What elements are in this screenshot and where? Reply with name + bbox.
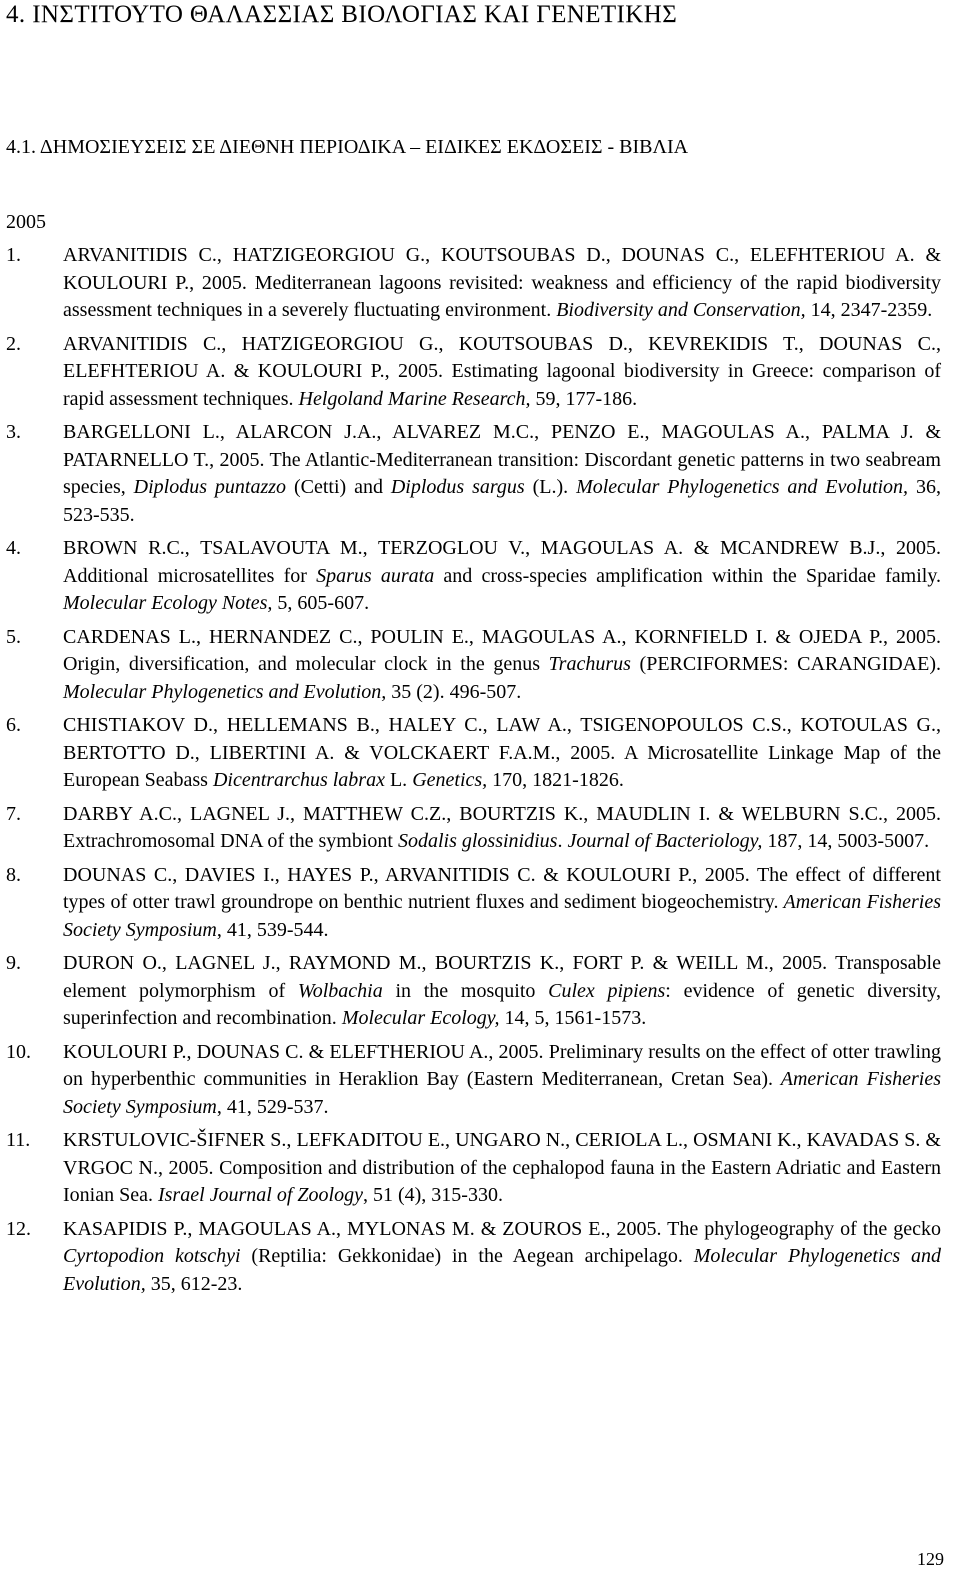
reference-authors: DARBY A.C., LAGNEL J., MATTHEW C.Z., BOURTZIS K., MAUDLIN I. & WELBURN S.C., 2005. (63, 802, 941, 825)
reference-title (63, 830, 562, 852)
species-name: Diplodus sargus (390, 476, 525, 498)
reference-details: 35, 612-23. (145, 1272, 243, 1295)
species-name: Cyrtopodion kotschyi (63, 1245, 241, 1267)
reference-details: 14, 5, 1561-1573. (499, 1007, 647, 1029)
title-text: Transposable element polymorphism of (63, 952, 941, 1002)
reference-journal: Molecular Phylogenetics and Evolution, (63, 1245, 941, 1295)
reference-authors: DURON O., LAGNEL J., RAYMOND M., BOURTZIS K., FORT P. & WEILL M., 2005. (63, 952, 828, 974)
reference-item (6, 1216, 941, 1299)
reference-journal: Helgoland Marine Research, (293, 387, 531, 410)
reference-item (6, 1127, 941, 1210)
reference-item (6, 712, 941, 795)
reference-details: 187, 14, 5003-5007. (762, 830, 930, 852)
reference-item (6, 862, 941, 945)
reference-item (6, 419, 941, 529)
reference-number: 1. (6, 244, 21, 266)
reference-details: 36, 523-535. (63, 476, 941, 526)
reference-authors: KOULOURI P., DOUNAS C. & ELEFTHERIOU A., 2005. (63, 1040, 544, 1063)
reference-authors: ARVANITIDIS C., HATZIGEORGIOU G., KOUTSOUBAS D., KEVREKIDIS T., DOUNAS C., ELEFHTERIOU A. & KOULOURI P., 2005. (63, 332, 941, 382)
reference-number: 7. (6, 802, 21, 825)
reference-title (63, 565, 941, 587)
reference-number: 11. (6, 1129, 31, 1151)
reference-number: 9. (6, 952, 21, 974)
reference-details: 59, 177-186. (530, 387, 638, 410)
reference-item (6, 624, 941, 707)
title-text: Additional microsatellites for (63, 564, 317, 587)
reference-list (6, 242, 941, 1304)
title-text: (Cetti) and (286, 476, 391, 498)
title-text: Origin, diversification, and molecular clock in the genus (63, 653, 549, 675)
reference-journal: Israel Journal of Zoology (152, 1184, 363, 1206)
reference-authors: KASAPIDIS P., MAGOULAS A., MYLONAS M. & ZOUROS E., 2005. (63, 1217, 662, 1240)
reference-details: , 41, 529-537. (216, 1095, 329, 1118)
title-text: The phylogeography of the gecko (661, 1217, 941, 1240)
reference-journal: Molecular Ecology Notes, (63, 592, 273, 614)
reference-authors: ARVANITIDIS C., HATZIGEORGIOU G., KOUTSOUBAS D., DOUNAS C., ELEFHTERIOU A. & KOULOURI P., 2005. (63, 244, 941, 294)
reference-item (6, 801, 941, 856)
title-text: The Atlantic-Mediterranean transition: Discordant genetic patterns in two seabream species, (63, 448, 941, 498)
reference-item (6, 1039, 941, 1122)
reference-item (6, 535, 941, 618)
reference-title: Composition and distribution of the cephalopod fauna in the Eastern Adriatic and Eastern Ionian Sea. (63, 1156, 941, 1206)
reference-authors: DOUNAS C., DAVIES I., HAYES P., ARVANITIDIS C. & KOULOURI P., 2005. (63, 863, 750, 886)
reference-title: The effect of different types of otter trawl groundrope on benthic nutrient fluxes and sediment biogeochemistry. (63, 863, 941, 913)
title-text: in the mosquito (382, 979, 549, 1002)
reference-details: 170, 1821-1826. (487, 769, 624, 791)
title-text: (Reptilia: Gekkonidae) in the Aegean archipelago. (240, 1245, 683, 1267)
reference-details: 14, 2347-2359. (805, 299, 933, 321)
species-name: Dicentrarchus labrax (212, 769, 385, 791)
reference-number: 5. (6, 625, 21, 648)
title-text: : evidence of genetic diversity, superinfection and recombination. (63, 979, 941, 1029)
reference-item (6, 950, 941, 1033)
reference-number: 6. (6, 714, 21, 736)
title-text: (PERCIFORMES: CARANGIDAE). (630, 653, 941, 675)
reference-journal: Journal of Bacteriology, (562, 830, 763, 852)
reference-journal: Biodiversity and Conservation, (551, 299, 806, 321)
title-text: . (557, 830, 563, 852)
reference-title: Mediterranean lagoons revisited: weakness and efficiency of the rapid biodiversity assessment techniques in a severely fluctuating environment. (63, 271, 941, 321)
reference-number: 10. (6, 1040, 31, 1063)
species-name: Trachurus (548, 653, 631, 675)
reference-title: Estimating lagoonal biodiversity in Greece: comparison of rapid assessment techniques. (63, 360, 941, 410)
reference-journal: Molecular Ecology, (336, 1007, 500, 1029)
reference-details: 5, 605-607. (272, 592, 370, 614)
title-text: L. (384, 769, 408, 791)
reference-number: 4. (6, 537, 21, 559)
reference-authors: KRSTULOVIC-ŠIFNER S., LEFKADITOU E., UNGARO N., CERIOLA L., OSMANI K., KAVADAS S. & VRGOC N., 2005. (63, 1129, 941, 1179)
reference-number: 2. (6, 332, 21, 355)
reference-journal: Genetics, (407, 769, 488, 791)
species-name: Wolbachia (297, 979, 383, 1002)
reference-authors: BARGELLONI L., ALARCON J.A., ALVAREZ M.C., PENZO E., MAGOULAS A., PALMA J. & PATARNELLO T., 2005. (63, 421, 941, 471)
title-text: (L.). (524, 476, 569, 498)
title-text: A Microsatellite Linkage Map of the European Seabass (63, 741, 941, 791)
reference-item (6, 331, 941, 414)
title-text: and cross-species amplification within the Sparidae family. (434, 564, 942, 587)
reference-details: , 51 (4), 315-330. (362, 1184, 503, 1206)
species-name: Diplodus puntazzo (133, 476, 287, 498)
year-heading: 2005 (6, 211, 46, 233)
reference-authors: CARDENAS L., HERNANDEZ C., POULIN E., MAGOULAS A., KORNFIELD I. & OJEDA P., 2005. (63, 625, 941, 648)
title-text: Extrachromosomal DNA of the symbiont (63, 830, 398, 852)
page-number: 129 (917, 1549, 944, 1569)
reference-journal: American Fisheries Society Symposium (63, 1068, 941, 1118)
species-name: Culex pipiens (548, 979, 666, 1002)
reference-journal: American Fisheries Society Symposium (63, 891, 942, 941)
reference-authors: BROWN R.C., TSALAVOUTA M., TERZOGLOU V., MAGOULAS A. & MCANDREW B.J., 2005. (63, 537, 941, 559)
reference-journal: Molecular Phylogenetics and Evolution, (568, 476, 909, 498)
reference-authors: CHISTIAKOV D., HELLEMANS B., HALEY C., LAW A., TSIGENOPOULOS C.S., KOTOULAS G., BERTOTTO D., LIBERTINI A. & VOLCKAERT F.A.M., 2005. (63, 714, 941, 764)
reference-number: 3. (6, 421, 21, 443)
reference-title: Preliminary results on the effect of otter trawling on hyperbenthic communities in Heraklion Bay (Eastern Mediterranean, Cretan Sea). (63, 1040, 942, 1090)
reference-number: 8. (6, 863, 21, 886)
reference-number: 12. (6, 1217, 31, 1240)
reference-details: , 41, 539-544. (216, 918, 329, 941)
reference-details: 35 (2). 496-507. (386, 680, 522, 703)
subsection-heading: 4.1. ΔΗΜΟΣΙΕΥΣΕΙΣ ΣΕ ΔΙΕΘΝΗ ΠΕΡΙΟΔΙΚΑ – ΕΙΔΙΚΕΣ ΕΚΔΟΣΕΙΣ - ΒΙΒΛΙΑ (6, 136, 689, 158)
species-name: Sodalis glossinidius (397, 830, 558, 852)
reference-item (6, 242, 941, 325)
section-heading: 4. ΙΝΣΤΙΤΟΥΤΟ ΘΑΛΑΣΣΙΑΣ ΒΙΟΛΟΓΙΑΣ ΚΑΙ ΓΕΝΕΤΙΚΗΣ (6, 1, 678, 28)
species-name: Sparus aurata (316, 564, 435, 587)
reference-journal: Molecular Phylogenetics and Evolution, (63, 680, 387, 703)
reference-title (63, 653, 941, 675)
